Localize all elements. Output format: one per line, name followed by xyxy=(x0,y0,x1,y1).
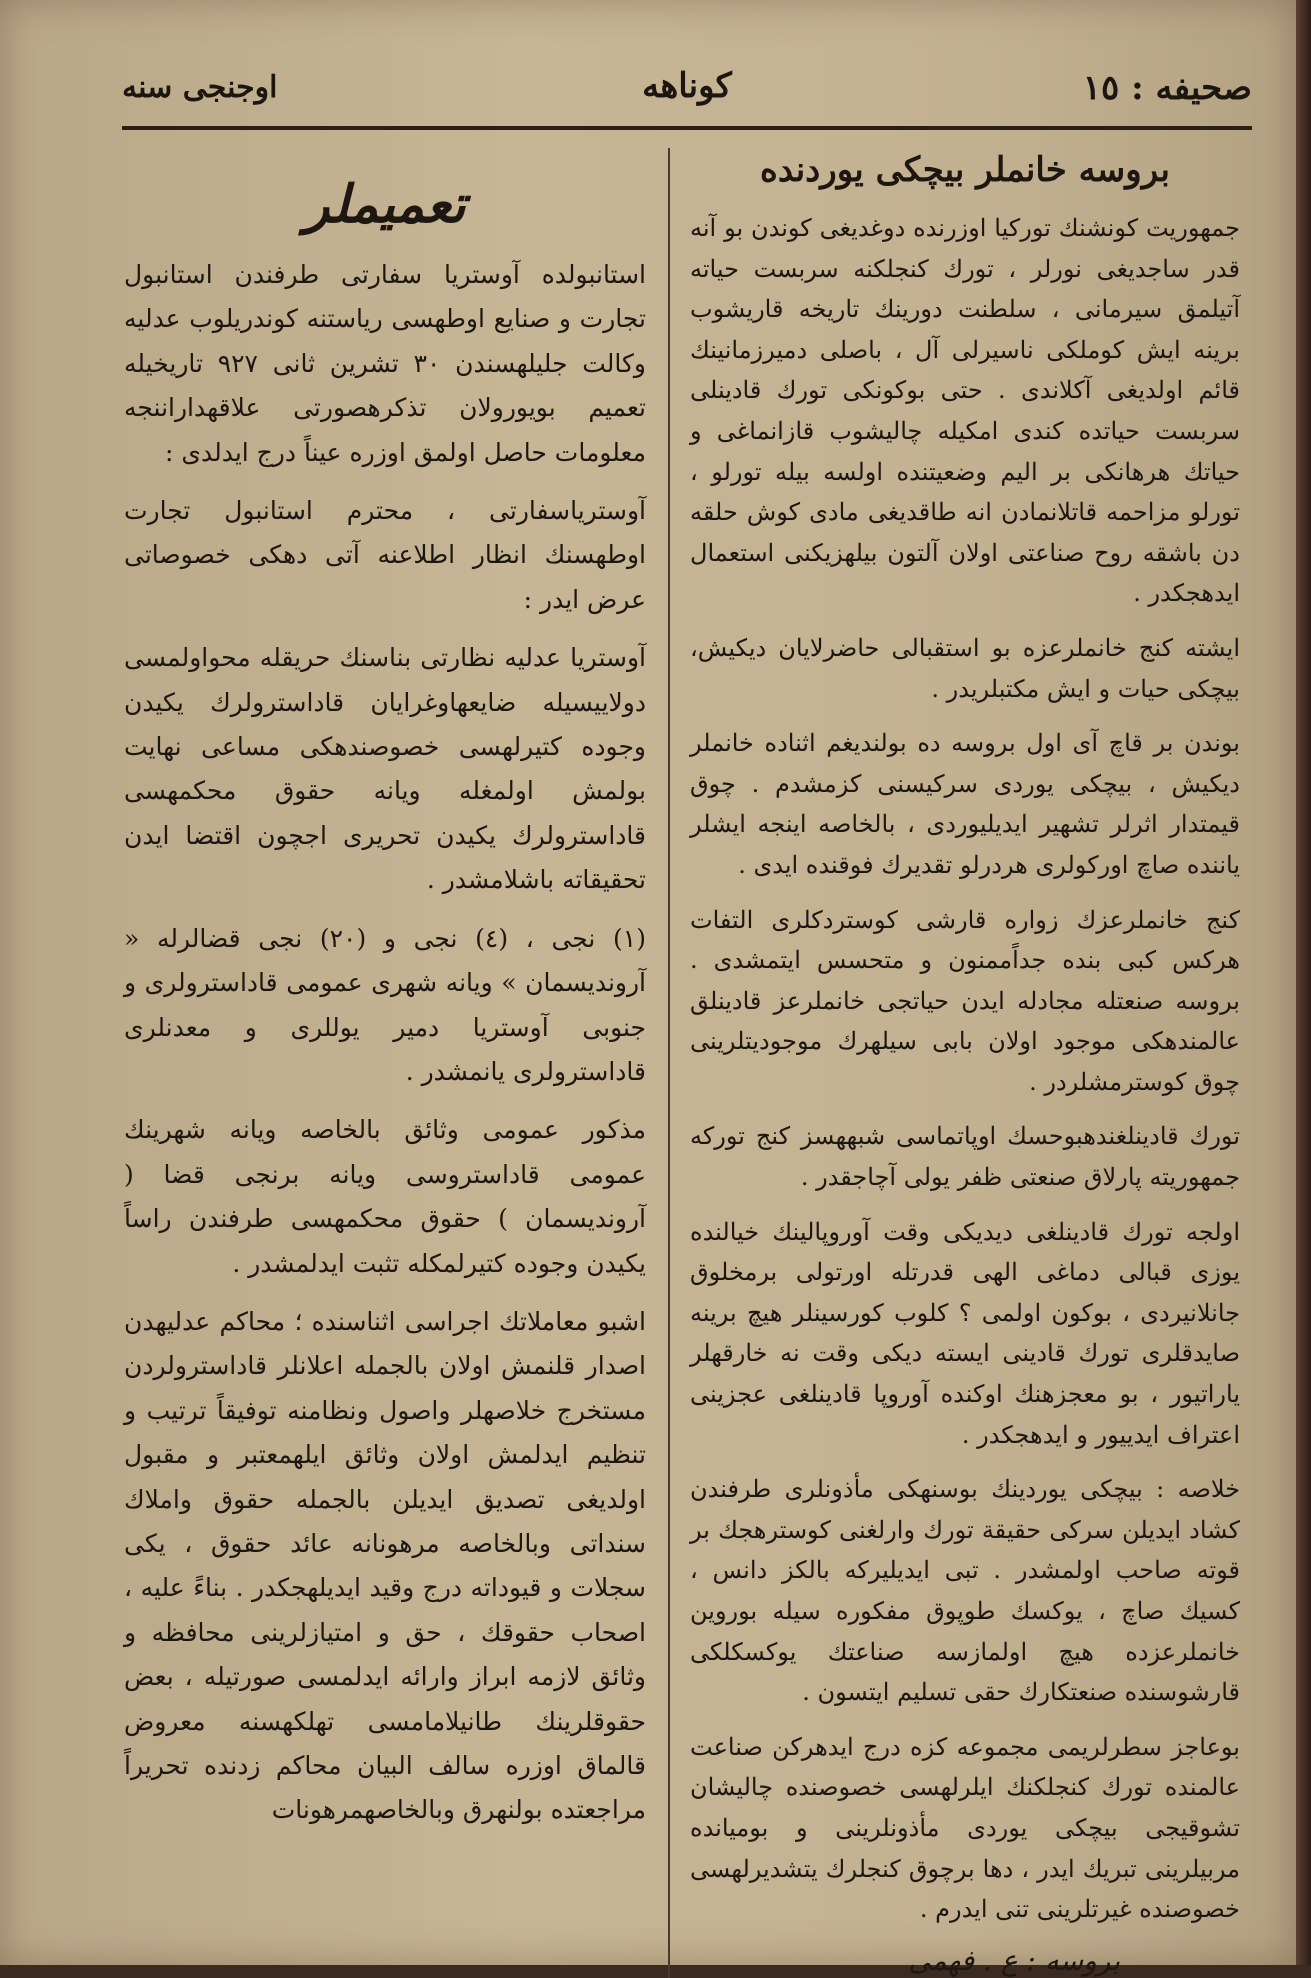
article-paragraph: بوندن بر قاچ آی اول بروسه ده بولندیغم اثناده خانملر دیكیش ، بیچكی یوردی سركیسنی كزمشدم . چوق قیمتدار اثرلر تشهیر ایدیلیوردی ، بالخاصه اینجه ایشلر یاننده صاچ اوركولری هردرلو تقدیرك فوقنده ایدی . xyxy=(690,729,1240,879)
article-paragraph: آوستریا عدلیه نظارتی بناسنك حریقله محواولمسی دولاییسیله ضایعهاوغرایان قاداسترولرك یكیدن وجوده كتیرلهسی خصوصندهكی مساعی نهایت بولمش اولمغله ویانه حقوق محكمهسی قاداسترولرك یكیدن تحریری اجچون اقتضا ایدن تحقیقاته باشلامشدر . xyxy=(124,643,646,895)
article-paragraph: تورك قادینلغندهبوحسك اوپاتماسی شبههسز كنج توركه جمهوریته پارلاق صنعتی ظفر یولی آچاجقدر . xyxy=(690,1122,1240,1192)
article-paragraph: مذكور عمومی وثائق بالخاصه ویانه شهرینك عمومی قاداستروسی ویانه برنجی قضا ( آروندیسمان ) حقوق محكمهسی طرفندن راساً یكیدن وجوده كتیرلمكله تثبت ایدلمشدر . xyxy=(124,1115,646,1278)
article-paragraph: كنج خانملرعزك زواره قارشی كوستردكلری التفات هركس كبی بنده جداًممنون و متحسس ایتمشدی . بروسه صنعتله مجادله ایدن حیاتجی خانملرعز قادینلق عالمندهكی موجود اولان بابی سیلهرك موجودیتلرینی چوق كوسترمشلردر . xyxy=(690,905,1240,1096)
article-paragraph: اولجه تورك قادینلغی دیدیكی وقت آوروپالینك خیالنده یوزی قبالی دماغی الهی قدرتله اورتولی برمخلوق جانلانیردی ، بوكون اولمی ؟ كلوب كورسینلر هیچ برینه صایدقلری تورك قادینی ایسته دیكی وقت نه خارقهلر یاراتیور ، بو معجزهنك اوكنده آوروپا قادینلغی عجزینی اعتراف ایدییور و ایدهجكدر . xyxy=(690,1217,1240,1449)
article-circulars xyxy=(124,170,646,1847)
article-paragraph: (١) نجی ، (٤) نجی و (٢٠) نجی قضالرله « آروندیسمان » ویانه شهری عمومی قاداسترولری و جنوبی آوستریا دمیر یوللری و معدنلری قاداسترولری یانمشدر . xyxy=(124,923,646,1086)
article-paragraph: بوعاجز سطرلریمی مجموعه كزه درج ایدهركن صناعت عالمنده تورك كنجلكنك ایلرلهسی خصوصنده چالیشان تشوقیجی بیچكی یوردی مأذونلرینی و بومیانده مربیلرینی تبریك ایدر ، دها برچوق كنجلرك یتشدیرلهسی خصوصنده غیرتلرینی تنی ایدرم . xyxy=(690,1732,1240,1924)
header-rule xyxy=(122,126,1252,130)
book-spine xyxy=(1296,0,1311,1965)
article-signature: بروسه : ع . فهمی xyxy=(908,1943,1120,1977)
column-divider xyxy=(668,148,670,1978)
article-title: تعمیملر xyxy=(304,174,466,235)
publication-title: كوناهه xyxy=(642,66,732,106)
article-paragraph: خلاصه : بیچكی یوردینك بوسنهكی مأذونلری طرفندن كشاد ایدیلن سركی حقیقة تورك وارلغنی كوسترهجك بر قوته صاحب اولمشدر . تبی ایدیلیركه بالكز دانس ، كسیك صاچ ، یوكسك طوپوق مفكوره سیله بوروین خانملرعزده هیچ اولمازسه صناعتك یوكسكلكی قارشوسنده صنعتكارك حقی تسلیم ایتسون . xyxy=(690,1475,1240,1707)
article-paragraph: آوستریاسفارتی ، محترم استانبول تجارت اوطهسنك انظار اطلاعنه آتی دهكی خصوصاتی عرض ایدر : xyxy=(124,496,646,614)
article-title: بروسه خانملر بیچكی یوردنده xyxy=(760,150,1170,190)
publication-year: اوجنجی سنه xyxy=(122,70,278,105)
article-paragraph: استانبولده آوستریا سفارتی طرفندن استانبول تجارت و صنایع اوطهسی ریاستنه كوندریلوب عدلیه وكالت جلیلهسندن ٣٠ تشرین ثانی ٩٢٧ تاریخیله تعمیم بویورولان تذكرهصورتی علاقهداراننجه معلومات حاصل اولمق اوزره عیناً درج ایدلدی : xyxy=(124,260,646,467)
article-bursa xyxy=(690,142,1240,1977)
page-header xyxy=(122,60,1252,120)
article-paragraph: جمهوریت كونشنك توركیا اوزرنده دوغدیغی كوندن بو آنه قدر ساجدیغی نورلر ، تورك كنجلكنه سربست حیاته آتیلمق سیرمانی ، سلطنت دورینك تاریخه قاریشوب برینه ایش كوملكی ناسیرلی آل ، باصلی دمیرزمانینك قائم اولدیغی آكلاندی . حتی بوكونكی تورك قادینلی سربست حیاتده كندی امكیله چالیشوب قازانماغی و حیاتك هرهانكی بر الیم وضعیتنده اولسه بیله تورلو ، تورلو مزاحمه قاتلانمادن انه طاقدیغی مادی كوش حلقه دن باشقه روح صناعتی اولان آلتون بیلهزیكنی استعمال ایدهجكدر . xyxy=(690,214,1240,608)
page-number: صحیفه : ١٥ xyxy=(1082,68,1252,108)
article-paragraph: اشبو معاملاتك اجراسی اثناسنده ؛ محاكم عدلیهدن اصدار قلنمش اولان بالجمله اعلانلر قاداسترولردن مستخرج خلاصهلر واصول ونظامنه توفیقاً ترتیب و تنظیم ایدلمش اولان وثائق ایلهمعتبر و مقبول اولدیغی تصدیق ایدیلن بالجمله حقوق واملاك سنداتی وبالخاصه مرهونانه عائد حقوق ، یكی سجلات و قیوداته درج وقید ایدیلهجكدر . بناءً علیه ، اصحاب حقوقك ، حق و امتیازلرینی محافظه و وثائق لازمه ابراز وارائه ایدلمسی صورتیله ، بعض حقوقلرینك طانیلامامسی تهلكهسنه معروض قالماق اوزره سالف البیان محاكم زدنده تحریراً مراجعتده بولنهرق وبالخاصهمرهونات xyxy=(124,1306,646,1825)
article-paragraph: ایشته كنج خانملرعزه بو استقبالی حاضرلایان دیكیش، بیچكی حیات و ایش مكتبلریدر . xyxy=(690,633,1240,703)
